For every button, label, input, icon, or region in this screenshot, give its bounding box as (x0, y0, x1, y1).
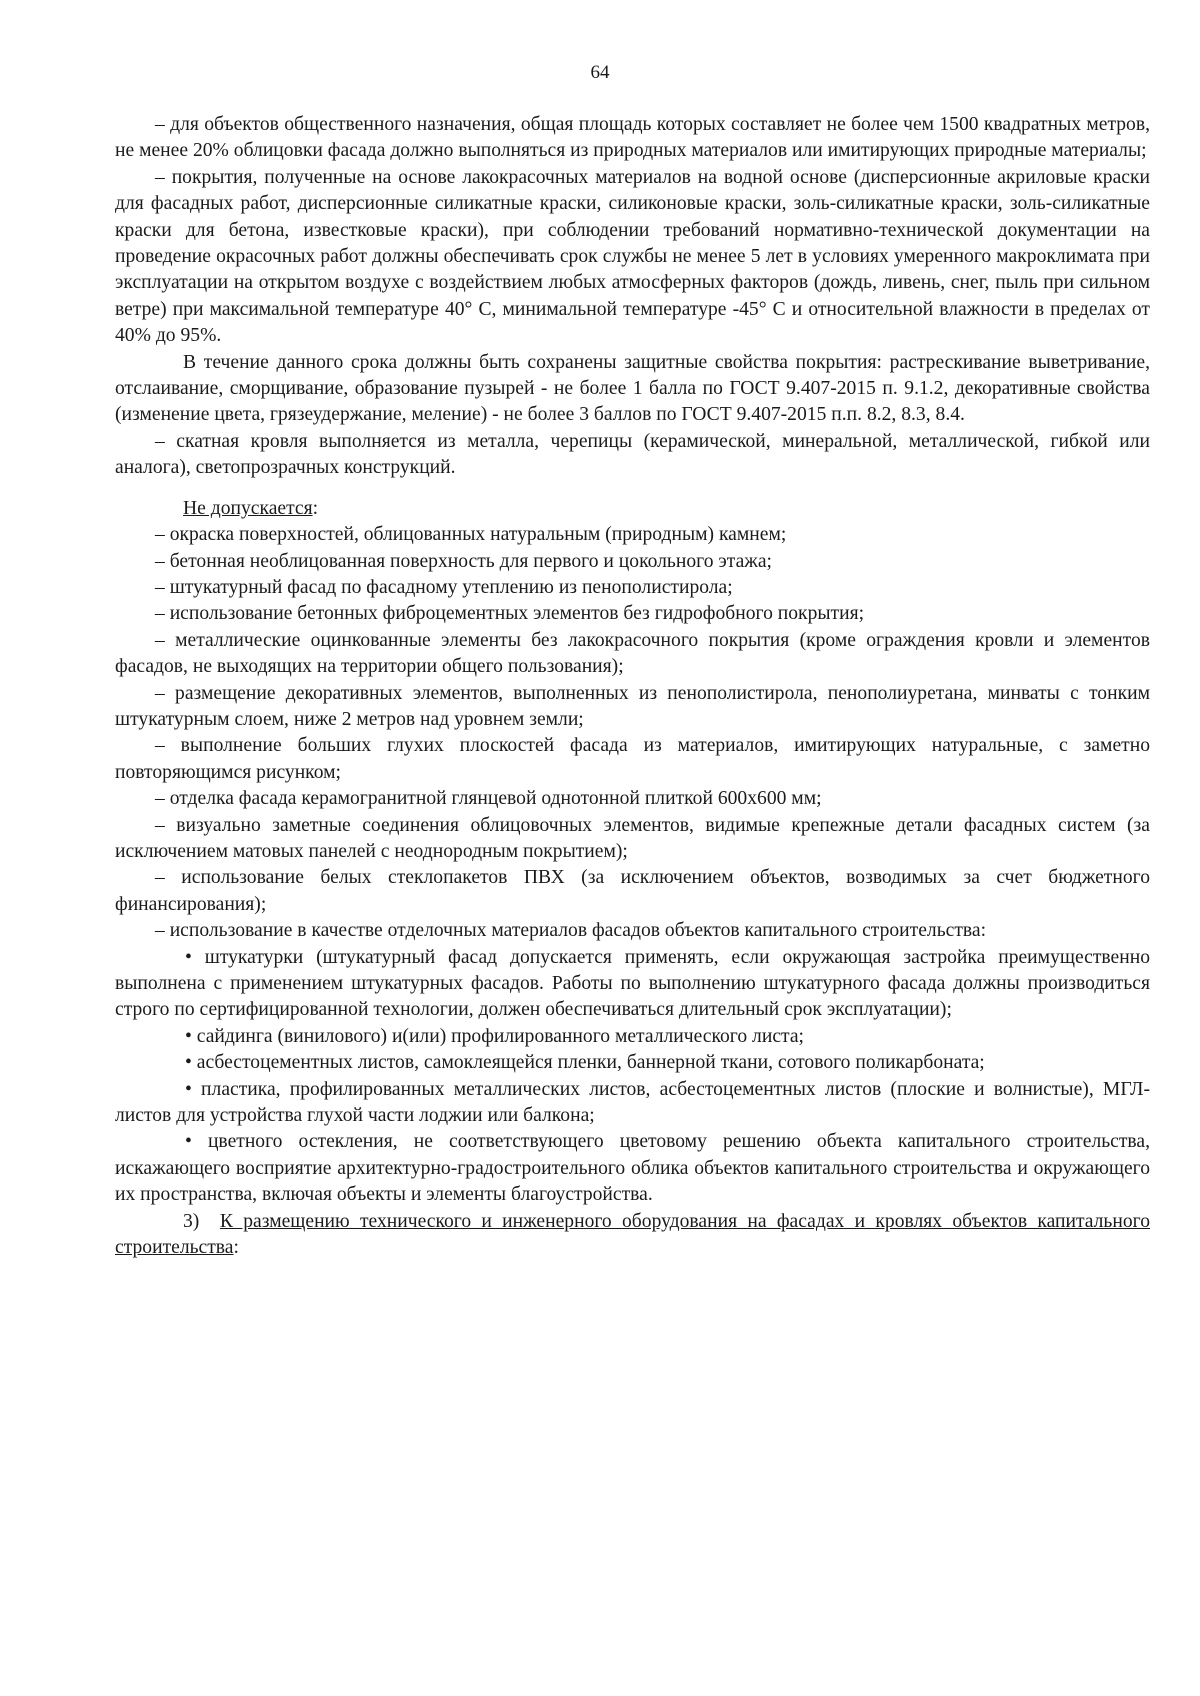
bullet-item: • сайдинга (винилового) и(или) профилированного металлического листа; (185, 1025, 804, 1047)
page-number: 64 (590, 62, 610, 83)
list-item: – размещение декоративных элементов, выполненных из пенополистирола, пенополиуретана, минваты с тонким штукатурным слоем, ниже 2 метров над уровнем земли; (115, 682, 1150, 730)
paragraph-protective-properties: В течение данного срока должны быть сохранены защитные свойства покрытия: растрескивание выветривание, отслаивание, сморщивание, образование пузырей - не более 1 балла по ГОСТ 9.407-2015 п. 9.1.2, декоративные свойства (изменение цвета, грязеудержание, меление) - не более 3 баллов по ГОСТ 9.407-2015 п.п. 8.2, 8.3, 8.4. (115, 351, 1150, 426)
spacer (115, 482, 1150, 496)
bullet-item: • цветного остекления, не соответствующего цветовому решению объекта капитального строительства, искажающего восприятие архитектурно-градостроительного облика объектов капитального строительства и окружающего их пространства, включая объекты и элементы благоустройства. (115, 1131, 1150, 1206)
list-item: – отделка фасада керамогранитной глянцевой однотонной плиткой 600х600 мм; (155, 788, 822, 810)
paragraph-pitched-roof: – скатная кровля выполняется из металла, черепицы (керамической, минеральной, металлической, гибкой или аналога), светопрозрачных конструкций. (115, 430, 1150, 479)
list-item: – бетонная необлицованная поверхность для первого и цокольного этажа; (155, 550, 772, 572)
not-allowed-heading: Не допускается (183, 497, 313, 519)
list-item: – выполнение больших глухих плоскостей фасада из материалов, имитирующих натуральные, с заметно повторяющимся рисунком; (115, 735, 1150, 783)
paragraph-coatings: – покрытия, полученные на основе лакокрасочных материалов на водной основе (дисперсионные акриловые краски для фасадных работ, дисперсионные силикатные краски, силиконовые краски, золь-силикатные краски, золь-силикатные краски для бетона, известковые краски), при соблюдении требований нормативно-технической документации на проведение окрасочных работ должны обеспечивать срок службы не менее 5 лет в условиях умеренного макроклимата при эксплуатации на открытом воздухе с воздействием любых атмосферных факторов (дождь, ливень, снег, пыль при сильном ветре) при максимальной температуре 40° С, минимальной температуре -45° С и относительной влажности в пределах от 40% до 95%. (115, 166, 1150, 347)
list-item: – использование в качестве отделочных материалов фасадов объектов капитального строительства: (155, 920, 987, 942)
section-3-heading (115, 1209, 1150, 1262)
section-3-suffix: : (233, 1237, 239, 1259)
document-body (115, 112, 1150, 1261)
not-allowed-heading-line: Не допускается: (183, 497, 319, 519)
bullet-item: • асбестоцементных листов, самоклеящейся пленки, баннерной ткани, сотового поликарбоната; (185, 1052, 985, 1074)
section-3-title: К размещению технического и инженерного оборудования на фасадах и кровлях объектов капитального строительства (115, 1210, 1150, 1259)
bullet-item: • штукатурки (штукатурный фасад допускается применять, если окружающая застройка преимущественно выполнена с применением штукатурных фасадов. Работы по выполнению штукатурного фасада должны производиться строго по сертифицированной технологии, должен обеспечиваться длительный срок эксплуатации); (115, 946, 1150, 1021)
list-item: – металлические оцинкованные элементы без лакокрасочного покрытия (кроме ограждения кровли и элементов фасадов, не выходящих на территории общего пользования); (115, 629, 1150, 678)
list-item: – использование бетонных фиброцементных элементов без гидрофобного покрытия; (155, 603, 865, 625)
list-item: – штукатурный фасад по фасадному утеплению из пенополистирола; (155, 576, 733, 598)
paragraph-public-objects: – для объектов общественного назначения, общая площадь которых составляет не более чем 1500 квадратных метров, не менее 20% облицовки фасада должно выполняться из природных материалов или имитирующих природные материалы; (115, 114, 1150, 162)
bullet-item: • пластика, профилированных металлических листов, асбестоцементных листов (плоские и волнистые), МГЛ-листов для устройства глухой части лоджии или балкона; (115, 1078, 1150, 1127)
list-item: – окраска поверхностей, облицованных натуральным (природным) камнем; (155, 524, 787, 546)
list-item: – визуально заметные соединения облицовочных элементов, видимые крепежные детали фасадных систем (за исключением матовых панелей с неоднородным покрытием); (115, 814, 1150, 862)
section-3-number: 3) (183, 1210, 200, 1232)
list-item: – использование белых стеклопакетов ПВХ (за исключением объектов, возводимых за счет бюджетного финансирования); (115, 867, 1150, 915)
